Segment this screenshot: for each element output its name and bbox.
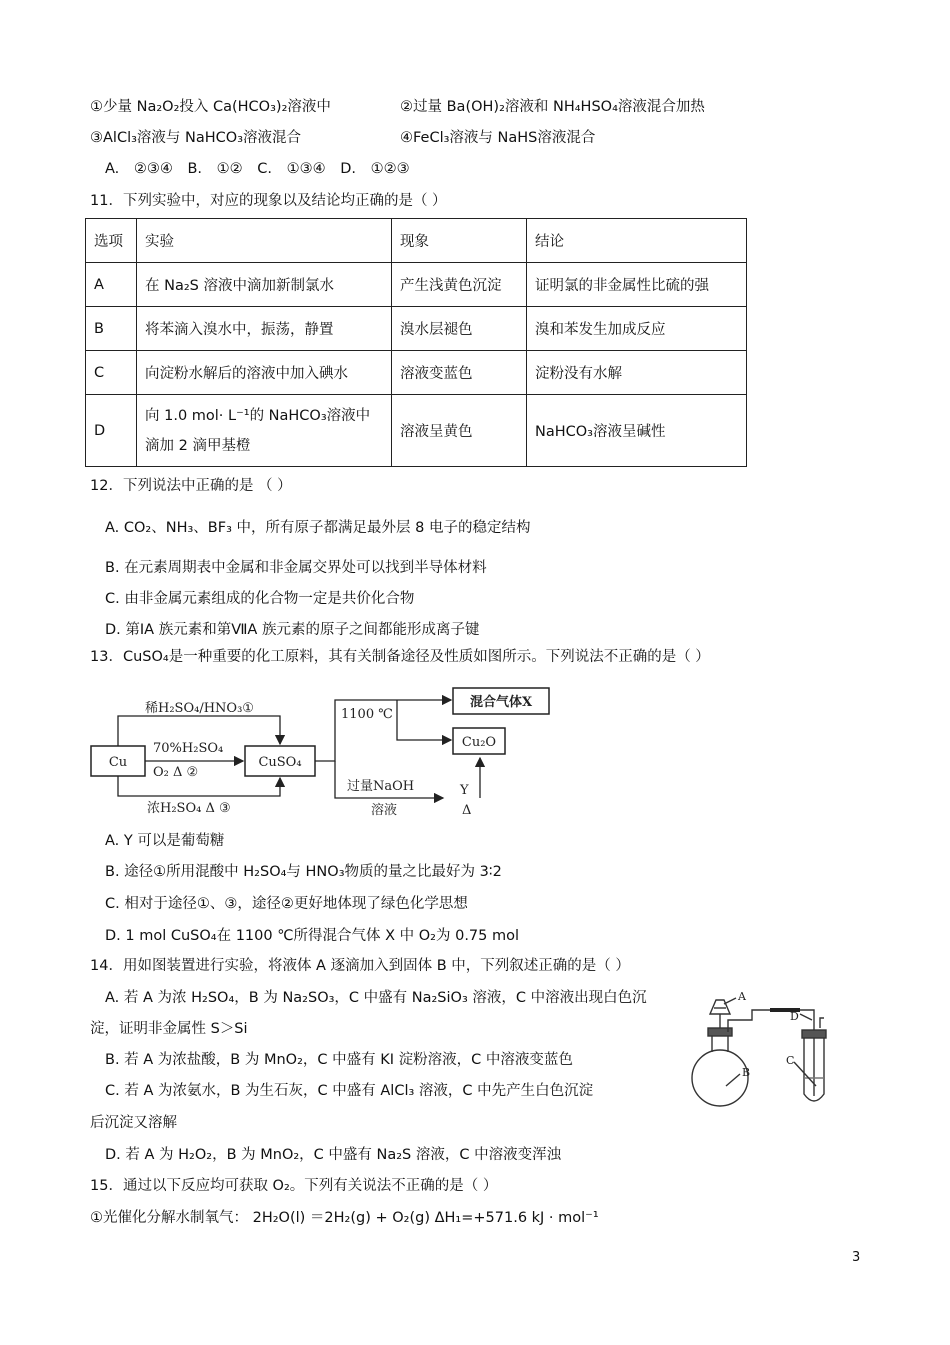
q14-option-c-line2: 后沉淀又溶解 — [90, 1115, 177, 1131]
header-cell: 现象 — [392, 219, 527, 263]
cell-line: 滴加 2 滴甲基橙 — [145, 437, 251, 454]
q11-stem: 11．下列实验中，对应的现象以及结论均正确的是（ ） — [90, 193, 447, 209]
naoh-bottom-label: 溶液 — [371, 803, 398, 818]
table-cell: D — [86, 395, 137, 467]
q15-stem: 15．通过以下反应均可获取 O₂。下列有关说法不正确的是（ ） — [90, 1178, 498, 1194]
table-cell: 将苯滴入溴水中，振荡，静置 — [137, 307, 392, 351]
table-cell-multiline — [137, 395, 392, 467]
header-cell: 结论 — [527, 219, 747, 263]
label-c: C — [786, 1054, 795, 1067]
table-row — [86, 263, 747, 307]
table-cell: 产生浅黄色沉淀 — [392, 263, 527, 307]
gas-label: 混合气体X — [469, 695, 533, 710]
y-label: Y — [460, 783, 469, 798]
q10-option-2: ②过量 Ba(OH)₂溶液和 NH₄HSO₄溶液混合加热 — [400, 99, 705, 115]
table-cell: 在 Na₂S 溶液中滴加新制氯水 — [137, 263, 392, 307]
table-row — [86, 307, 747, 351]
route2-top-label: 70%H₂SO₄ — [153, 741, 224, 756]
q12-option-c: C. 由非金属元素组成的化合物一定是共价化合物 — [105, 591, 415, 607]
q12-option-b: B. 在元素周期表中金属和非金属交界处可以找到半导体材料 — [105, 560, 487, 576]
naoh-top-label: 过量NaOH — [347, 779, 415, 794]
q14-apparatus-figure — [682, 990, 844, 1110]
q12-option-d: D. 第ⅠA 族元素和第ⅦA 族元素的原子之间都能形成离子键 — [105, 622, 480, 638]
page-number: 3 — [852, 1250, 861, 1265]
table-header-row — [86, 219, 747, 263]
cell-line: 向 1.0 mol· L⁻¹的 NaHCO₃溶液中 — [145, 407, 371, 424]
q14-stem: 14．用如图装置进行实验，将液体 A 逐滴加入到固体 B 中，下列叙述正确的是（ ） — [90, 958, 630, 974]
header-cell: 实验 — [137, 219, 392, 263]
q10-option-4: ④FeCl₃溶液与 NaHS溶液混合 — [400, 130, 596, 146]
table-cell: 淀粉没有水解 — [527, 351, 747, 395]
table-cell: 向淀粉水解后的溶液中加入碘水 — [137, 351, 392, 395]
q13-option-c: C. 相对于途径①、③，途径②更好地体现了绿色化学思想 — [105, 896, 468, 912]
q10-option-3: ③AlCl₃溶液与 NaHCO₃溶液混合 — [90, 130, 302, 146]
q13-stem: 13．CuSO₄是一种重要的化工原料，其有关制备途径及性质如图所示。下列说法不正确的是（ ） — [90, 649, 710, 665]
q13-option-b: B. 途径①所用混酸中 H₂SO₄与 HNO₃物质的量之比最好为 3∶2 — [105, 864, 502, 880]
q12-option-a: A. CO₂、NH₃、BF₃ 中，所有原子都满足最外层 8 电子的稳定结构 — [105, 520, 531, 536]
table-cell: 溶液呈黄色 — [392, 395, 527, 467]
temp-label: 1100 ℃ — [341, 707, 393, 722]
route1-label: 稀H₂SO₄/HNO₃① — [145, 701, 254, 716]
cu-label: Cu — [108, 755, 128, 770]
table-cell: 溶液变蓝色 — [392, 351, 527, 395]
q13-option-d: D. 1 mol CuSO₄在 1100 ℃所得混合气体 X 中 O₂为 0.75 mol — [105, 928, 520, 944]
table-cell: 溴和苯发生加成反应 — [527, 307, 747, 351]
cuso4-label: CuSO₄ — [258, 755, 302, 770]
q12-stem: 12．下列说法中正确的是 （ ） — [90, 478, 292, 494]
route3-label: 浓H₂SO₄ Δ ③ — [147, 801, 231, 816]
table-row — [86, 351, 747, 395]
q14-option-b: B. 若 A 为浓盐酸，B 为 MnO₂，C 中盛有 KI 淀粉溶液，C 中溶液变蓝色 — [105, 1052, 573, 1068]
label-d: D — [790, 1010, 799, 1023]
table-cell: B — [86, 307, 137, 351]
label-b: B — [742, 1066, 751, 1079]
label-a: A — [738, 990, 746, 1003]
q15-reaction-1: ①光催化分解水制氧气： 2H₂O(l) ＝2H₂(g) + O₂(g) ΔH₁=+571.6 kJ · mol⁻¹ — [90, 1210, 599, 1226]
table-row — [86, 395, 747, 467]
q10-choices: A. ②③④ B. ①② C. ①③④ D. ①②③ — [105, 161, 410, 177]
delta-label: Δ — [462, 803, 472, 818]
q13-flow-diagram — [85, 686, 555, 820]
q14-option-c-line1: C. 若 A 为浓氨水，B 为生石灰，C 中盛有 AlCl₃ 溶液，C 中先产生白色沉淀 — [105, 1083, 594, 1099]
header-cell: 选项 — [86, 219, 137, 263]
q14-option-a-line2: 淀，证明非金属性 S＞Si — [90, 1021, 248, 1037]
q14-option-d: D. 若 A 为 H₂O₂，B 为 MnO₂，C 中盛有 Na₂S 溶液，C 中溶液变浑浊 — [105, 1147, 562, 1163]
q13-option-a: A. Y 可以是葡萄糖 — [105, 833, 225, 849]
to-cu2o-arrow — [397, 700, 451, 740]
q10-option-1: ①少量 Na₂O₂投入 Ca(HCO₃)₂溶液中 — [90, 99, 331, 115]
table-cell: C — [86, 351, 137, 395]
table-cell: A — [86, 263, 137, 307]
route2-bottom-label: O₂ Δ ② — [153, 765, 199, 780]
route3-arrow — [118, 776, 280, 796]
table-cell: 溴水层褪色 — [392, 307, 527, 351]
q11-table — [85, 218, 747, 467]
q14-option-a-line1: A. 若 A 为浓 H₂SO₄，B 为 Na₂SO₃，C 中盛有 Na₂SiO₃ 溶液，C 中溶液出现白色沉 — [105, 990, 647, 1006]
table-cell: NaHCO₃溶液呈碱性 — [527, 395, 747, 467]
cu2o-label: Cu₂O — [461, 735, 497, 750]
table-cell: 证明氯的非金属性比硫的强 — [527, 263, 747, 307]
